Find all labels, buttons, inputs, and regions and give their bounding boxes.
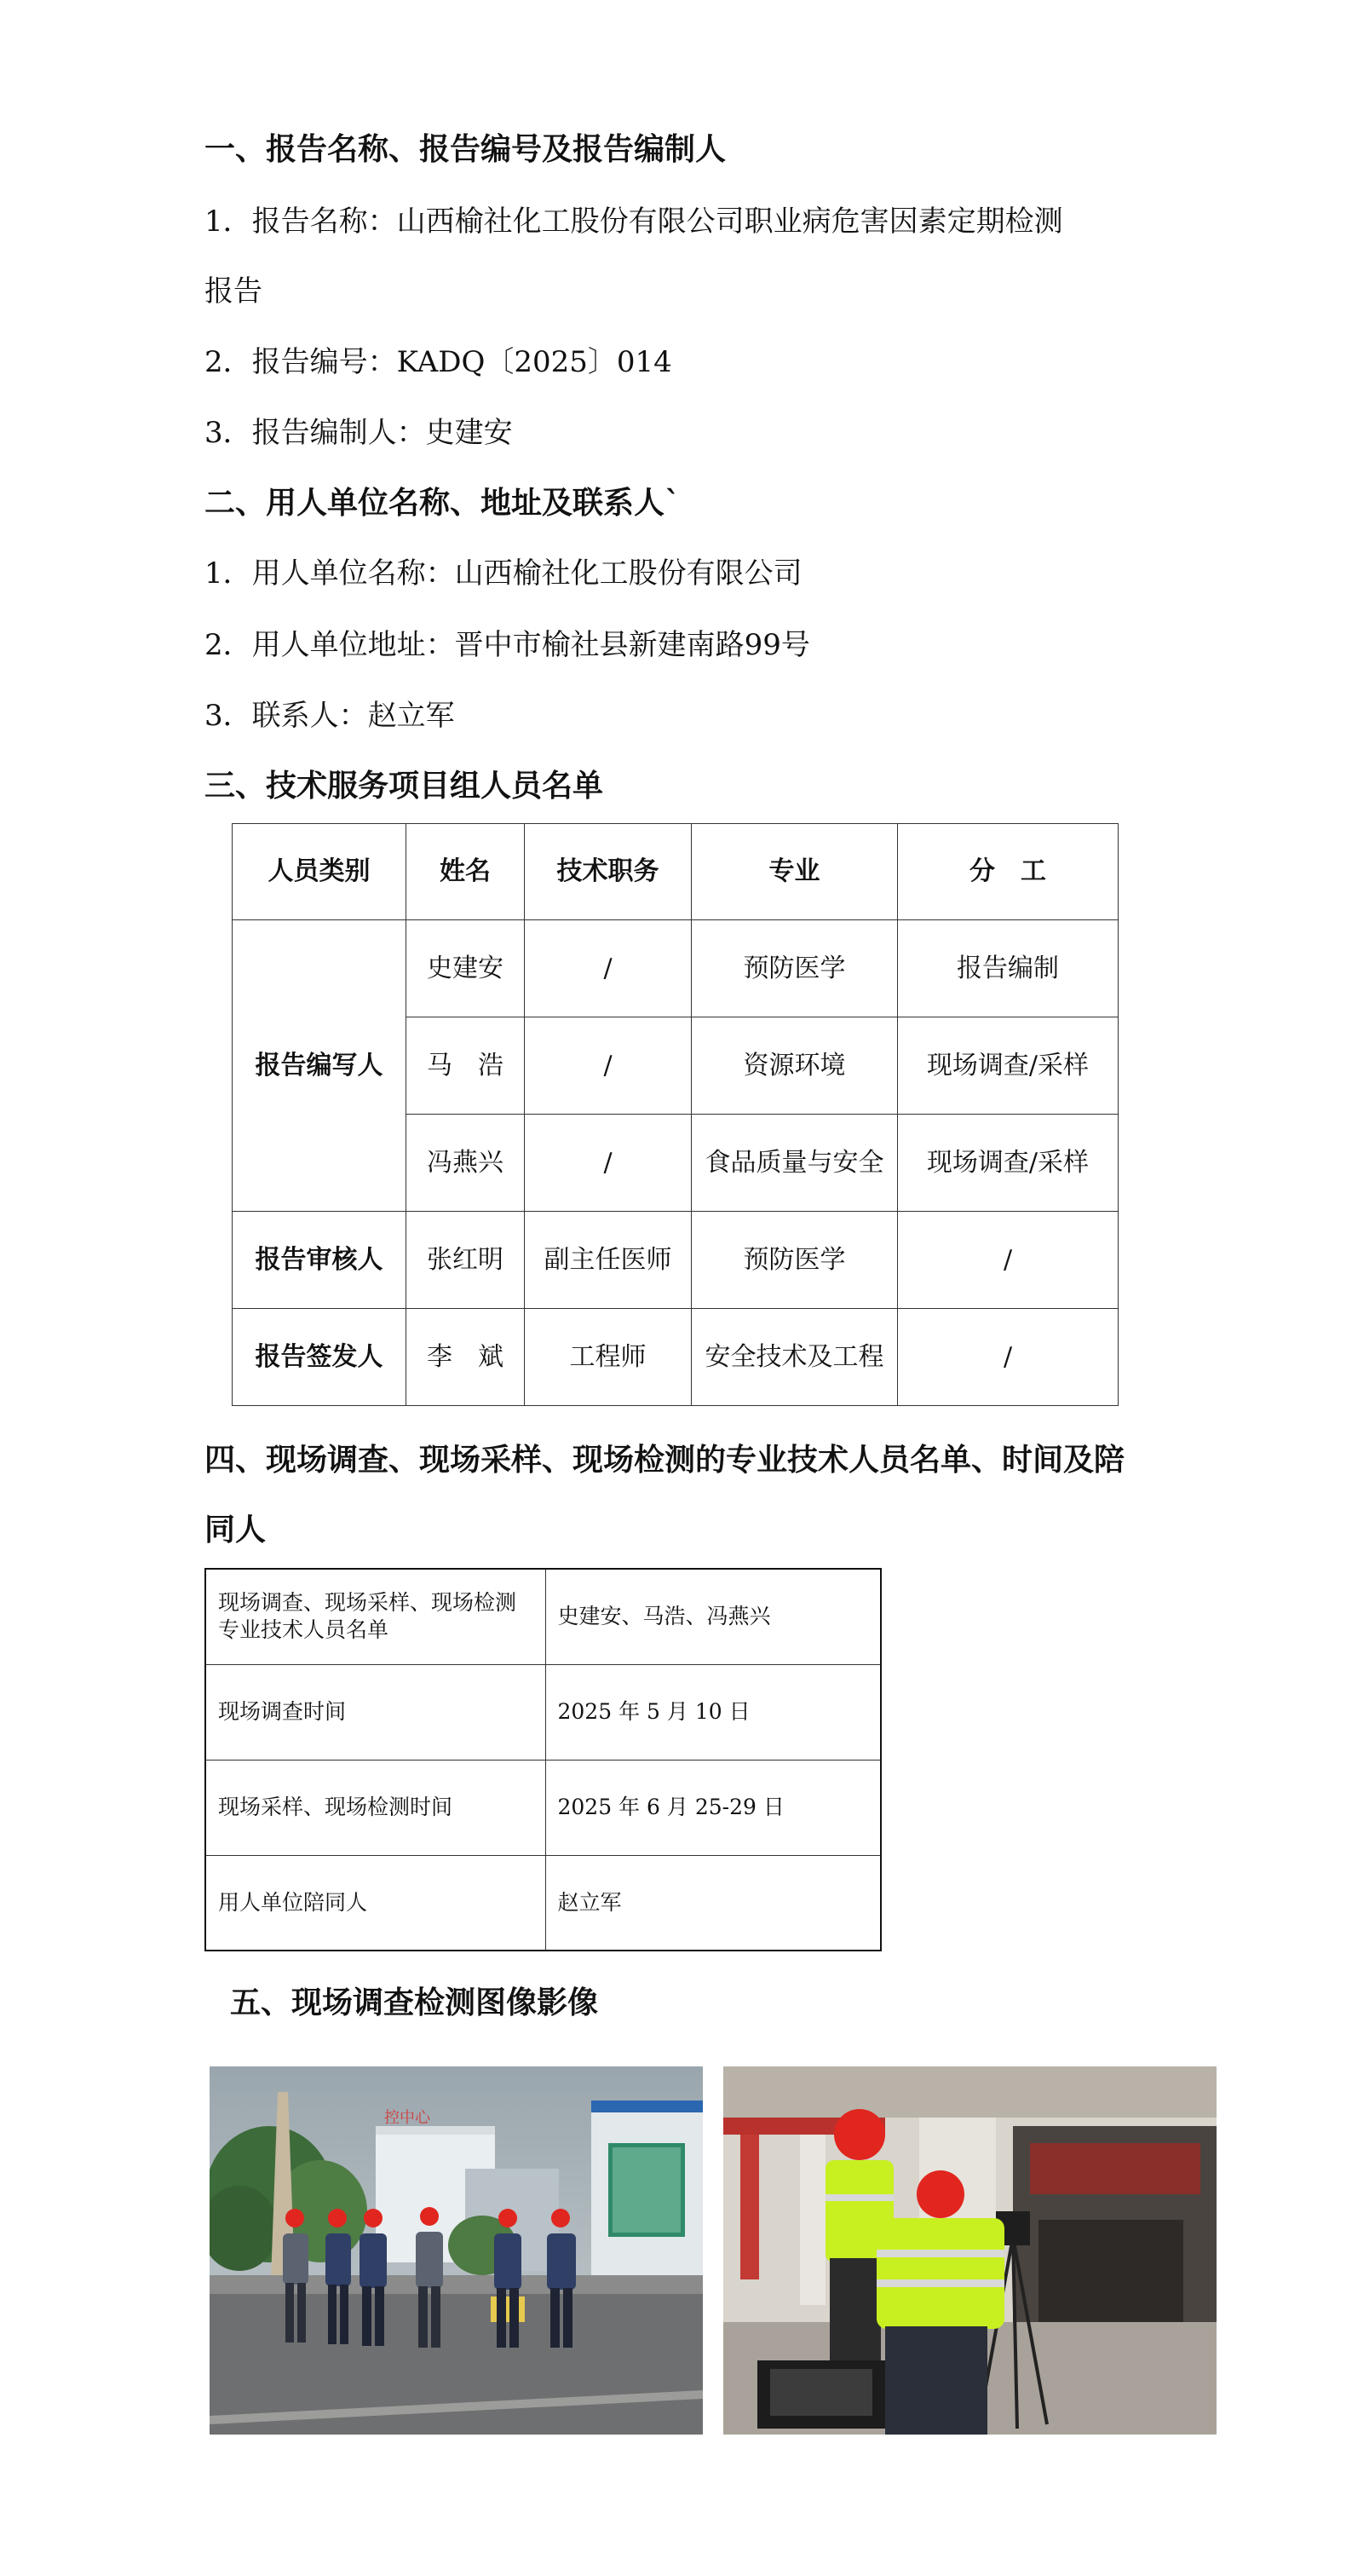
- photo-team-at-gate: [210, 2066, 703, 2435]
- cell-duty: /: [898, 1309, 1119, 1406]
- cell-name: 冯燕兴: [406, 1115, 525, 1212]
- header-duty: 分 工: [898, 824, 1119, 920]
- group-reviewer: 报告审核人: [233, 1212, 406, 1309]
- cell-name: 马 浩: [406, 1017, 525, 1115]
- survey-label: 用人单位陪同人: [205, 1855, 545, 1951]
- unit-address: 2．用人单位地址：晋中市榆社县新建南路99号: [204, 628, 810, 662]
- report-name-line2: 报告: [204, 274, 262, 308]
- unit-name: 1．用人单位名称：山西榆社化工股份有限公司: [204, 556, 803, 591]
- cell-duty: 报告编制: [898, 920, 1119, 1017]
- cell-duty: 现场调查/采样: [898, 1017, 1119, 1115]
- survey-label: 现场调查时间: [205, 1664, 545, 1760]
- section2-heading: 二、用人单位名称、地址及联系人`: [204, 485, 681, 521]
- cell-title: 副主任医师: [525, 1212, 692, 1309]
- table-row: [205, 1855, 881, 1951]
- cell-name: 史建安: [406, 920, 525, 1017]
- cell-title: 工程师: [525, 1309, 692, 1406]
- photo-field-sampling: [723, 2066, 1217, 2435]
- contact-person: 3．联系人：赵立军: [204, 699, 455, 733]
- survey-info-table: [204, 1568, 882, 1951]
- cell-major: 预防医学: [692, 1212, 898, 1309]
- table-row: [205, 1569, 881, 1664]
- header-major: 专业: [692, 824, 898, 920]
- table-row: [233, 1309, 1119, 1406]
- survey-value: 2025 年 5 月 10 日: [545, 1664, 881, 1760]
- table-header-row: [233, 824, 1119, 920]
- project-team-table: [232, 823, 1119, 1406]
- photo-sign-text: 控中心: [384, 2109, 430, 2127]
- table-row: [233, 1212, 1119, 1309]
- header-title: 技术职务: [525, 824, 692, 920]
- group-writers: 报告编写人: [233, 920, 406, 1212]
- cell-title: /: [525, 920, 692, 1017]
- header-name: 姓名: [406, 824, 525, 920]
- survey-value: 2025 年 6 月 25-29 日: [545, 1760, 881, 1855]
- cell-major: 预防医学: [692, 920, 898, 1017]
- report-number: 2．报告编号：KADQ〔2025〕014: [204, 345, 672, 379]
- cell-major: 安全技术及工程: [692, 1309, 898, 1406]
- section5-heading: 五、现场调查检测图像影像: [230, 1985, 599, 2020]
- header-category: 人员类别: [233, 824, 406, 920]
- survey-value: 赵立军: [545, 1855, 881, 1951]
- section4-heading-line1: 四、现场调查、现场采样、现场检测的专业技术人员名单、时间及陪: [204, 1442, 1125, 1478]
- cell-duty: 现场调查/采样: [898, 1115, 1119, 1212]
- table-row: [205, 1664, 881, 1760]
- cell-major: 食品质量与安全: [692, 1115, 898, 1212]
- cell-name: 李 斌: [406, 1309, 525, 1406]
- group-issuer: 报告签发人: [233, 1309, 406, 1406]
- table-row: [233, 920, 1119, 1017]
- section3-heading: 三、技术服务项目组人员名单: [204, 768, 604, 804]
- cell-title: /: [525, 1017, 692, 1115]
- cell-major: 资源环境: [692, 1017, 898, 1115]
- section4-heading-line2: 同人: [204, 1512, 267, 1547]
- cell-title: /: [525, 1115, 692, 1212]
- survey-label: 现场调查、现场采样、现场检测专业技术人员名单: [205, 1569, 545, 1664]
- table-row: [205, 1760, 881, 1855]
- cell-name: 张红明: [406, 1212, 525, 1309]
- report-author: 3．报告编制人：史建安: [204, 416, 513, 450]
- survey-value: 史建安、马浩、冯燕兴: [545, 1569, 881, 1664]
- cell-duty: /: [898, 1212, 1119, 1309]
- report-name-line1: 1．报告名称：山西榆社化工股份有限公司职业病危害因素定期检测: [204, 205, 1063, 239]
- section1-heading: 一、报告名称、报告编号及报告编制人: [204, 131, 727, 167]
- survey-label: 现场采样、现场检测时间: [205, 1760, 545, 1855]
